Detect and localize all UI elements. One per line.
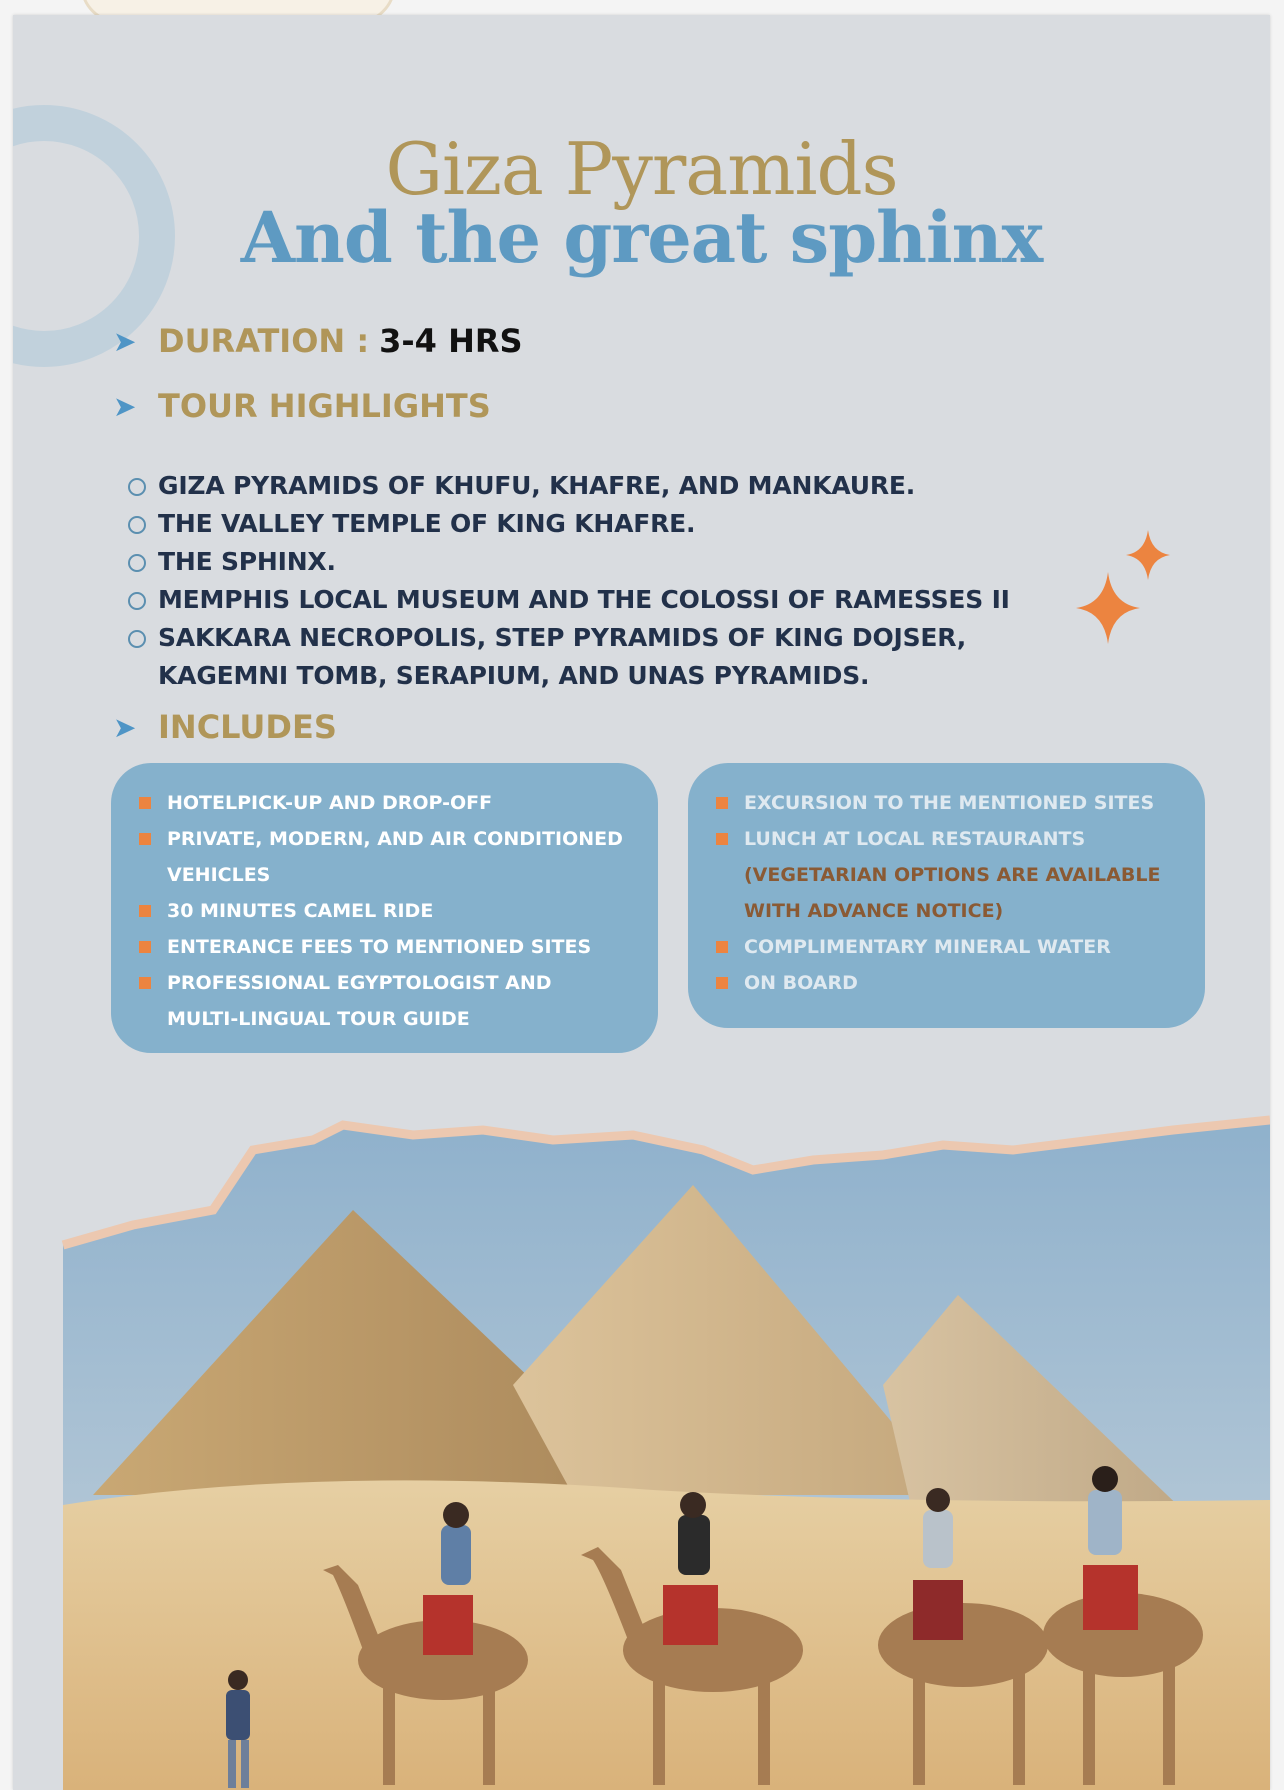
- highlights-list: [128, 467, 1028, 695]
- square-bullet-icon: [139, 833, 151, 845]
- list-item: HOTELPICK-UP AND DROP-OFF: [139, 785, 658, 821]
- arrow-right-icon: ➤: [113, 710, 137, 744]
- list-item-continuation: MULTI-LINGUAL TOUR GUIDE: [167, 1008, 470, 1030]
- square-bullet-icon: [716, 797, 728, 809]
- sparkle-icon: [1068, 520, 1178, 650]
- includes-heading: INCLUDES: [158, 708, 337, 746]
- list-item: LUNCH AT LOCAL RESTAURANTS: [716, 821, 1205, 857]
- highlights-heading-row: [113, 387, 491, 425]
- includes-box-right: [688, 763, 1205, 1028]
- list-item-continuation: VEHICLES: [167, 864, 271, 886]
- square-bullet-icon: [139, 977, 151, 989]
- list-item-continuation: WITH ADVANCE NOTICE): [744, 900, 1004, 922]
- square-bullet-icon: [716, 977, 728, 989]
- title-sub: And the great sphinx: [240, 196, 1043, 279]
- list-item: ON BOARD: [716, 965, 1205, 1001]
- duration-label: DURATION :: [158, 322, 370, 360]
- circle-bullet-icon: [128, 630, 146, 648]
- highlights-heading: TOUR HIGHLIGHTS: [158, 387, 491, 425]
- tour-flyer: [13, 15, 1270, 1790]
- list-item: THE SPHINX.: [128, 543, 1028, 581]
- circle-bullet-icon: [128, 478, 146, 496]
- list-item: MEMPHIS LOCAL MUSEUM AND THE COLOSSI OF RAMESSES II: [128, 581, 1028, 619]
- includes-heading-row: [113, 708, 337, 746]
- arrow-right-icon: ➤: [113, 389, 137, 423]
- list-item: GIZA PYRAMIDS OF KHUFU, KHAFRE, AND MANKAURE.: [128, 467, 1028, 505]
- square-bullet-icon: [139, 797, 151, 809]
- list-item: 30 MINUTES CAMEL RIDE: [139, 893, 658, 929]
- circle-bullet-icon: [128, 592, 146, 610]
- square-bullet-icon: [716, 941, 728, 953]
- circle-bullet-icon: [128, 516, 146, 534]
- title-main: Giza Pyramids: [385, 127, 898, 211]
- list-item: PROFESSIONAL EGYPTOLOGIST AND: [139, 965, 658, 1001]
- list-item: THE VALLEY TEMPLE OF KING KHAFRE.: [128, 505, 1028, 543]
- list-item-continuation: KAGEMNI TOMB, SERAPIUM, AND UNAS PYRAMIDS.: [158, 661, 870, 690]
- duration-row: [113, 322, 523, 360]
- pyramids-photo: [13, 1115, 1270, 1790]
- list-item: EXCURSION TO THE MENTIONED SITES: [716, 785, 1205, 821]
- circle-bullet-icon: [128, 554, 146, 572]
- square-bullet-icon: [139, 905, 151, 917]
- list-item: SAKKARA NECROPOLIS, STEP PYRAMIDS OF KING DOJSER,: [128, 619, 1028, 657]
- duration-value: 3-4 HRS: [379, 322, 523, 360]
- square-bullet-icon: [716, 833, 728, 845]
- arrow-right-icon: ➤: [113, 324, 137, 358]
- includes-box-left: [111, 763, 658, 1053]
- list-item: PRIVATE, MODERN, AND AIR CONDITIONED: [139, 821, 658, 857]
- list-item: ENTERANCE FEES TO MENTIONED SITES: [139, 929, 658, 965]
- list-item-continuation: (VEGETARIAN OPTIONS ARE AVAILABLE: [744, 864, 1161, 886]
- square-bullet-icon: [139, 941, 151, 953]
- list-item: COMPLIMENTARY MINERAL WATER: [716, 929, 1205, 965]
